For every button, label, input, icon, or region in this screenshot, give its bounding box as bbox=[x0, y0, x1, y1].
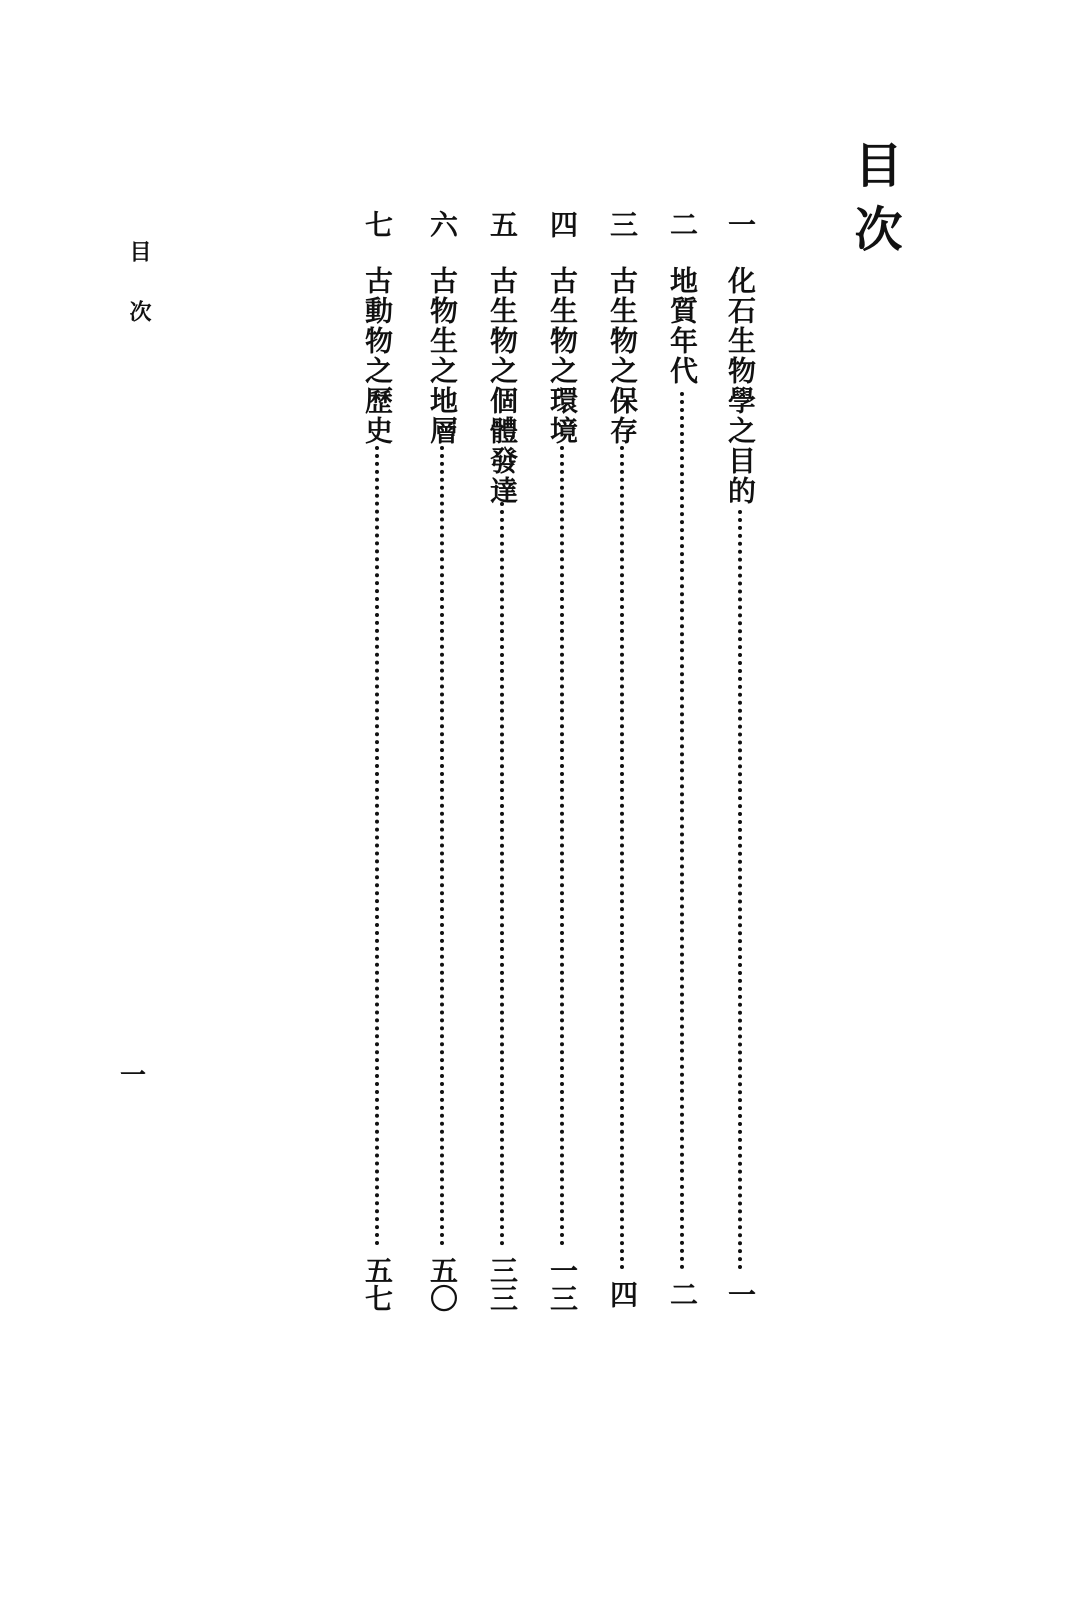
page-number: 一 bbox=[119, 1061, 146, 1091]
toc-entry-title: 古生物之環境 bbox=[546, 266, 579, 446]
toc-entry bbox=[420, 210, 464, 1320]
toc-entry-number: 五 bbox=[486, 210, 519, 238]
toc-entry-page: 五七 bbox=[361, 1256, 394, 1312]
toc-entry-number: 六 bbox=[426, 210, 459, 238]
toc-entry-page: 五〇 bbox=[426, 1256, 459, 1312]
toc-entry bbox=[600, 210, 644, 1320]
toc-entry-title: 化石生物學之目的 bbox=[724, 266, 757, 506]
toc-leader-dots bbox=[440, 446, 444, 1246]
toc-entry-page: 三三 bbox=[486, 1256, 519, 1312]
toc-entry bbox=[480, 210, 524, 1320]
toc-leader-dots bbox=[680, 392, 684, 1270]
toc-entry-title: 古物生之地層 bbox=[426, 266, 459, 446]
toc-entry-page: 一三 bbox=[546, 1256, 579, 1312]
toc-entry-title: 古生物之個體發達 bbox=[486, 266, 519, 506]
toc-entry-page: 二 bbox=[666, 1280, 699, 1308]
toc-leader-dots bbox=[560, 446, 564, 1246]
toc-entry-number: 七 bbox=[361, 210, 394, 238]
toc-entry-number: 三 bbox=[606, 210, 639, 238]
toc-leader-dots bbox=[738, 510, 742, 1270]
toc-entry bbox=[660, 210, 704, 1320]
toc-entry-number: 二 bbox=[666, 210, 699, 238]
toc-entry-number: 四 bbox=[546, 210, 579, 238]
toc-entry bbox=[355, 210, 399, 1320]
toc-entry bbox=[718, 210, 762, 1320]
toc-entry-title: 地質年代 bbox=[666, 266, 699, 386]
toc-entry-number: 一 bbox=[724, 210, 757, 238]
toc-entry-page: 一 bbox=[724, 1280, 757, 1308]
toc-entry bbox=[540, 210, 584, 1320]
page-title: 目次 bbox=[846, 140, 902, 268]
toc-leader-dots bbox=[375, 446, 379, 1246]
toc-entry-title: 古生物之保存 bbox=[606, 266, 639, 446]
running-header: 目次 bbox=[126, 240, 152, 360]
toc-entry-page: 四 bbox=[606, 1280, 639, 1308]
toc-leader-dots bbox=[500, 502, 504, 1246]
toc-leader-dots bbox=[620, 446, 624, 1270]
toc-entry-title: 古動物之歷史 bbox=[361, 266, 394, 446]
